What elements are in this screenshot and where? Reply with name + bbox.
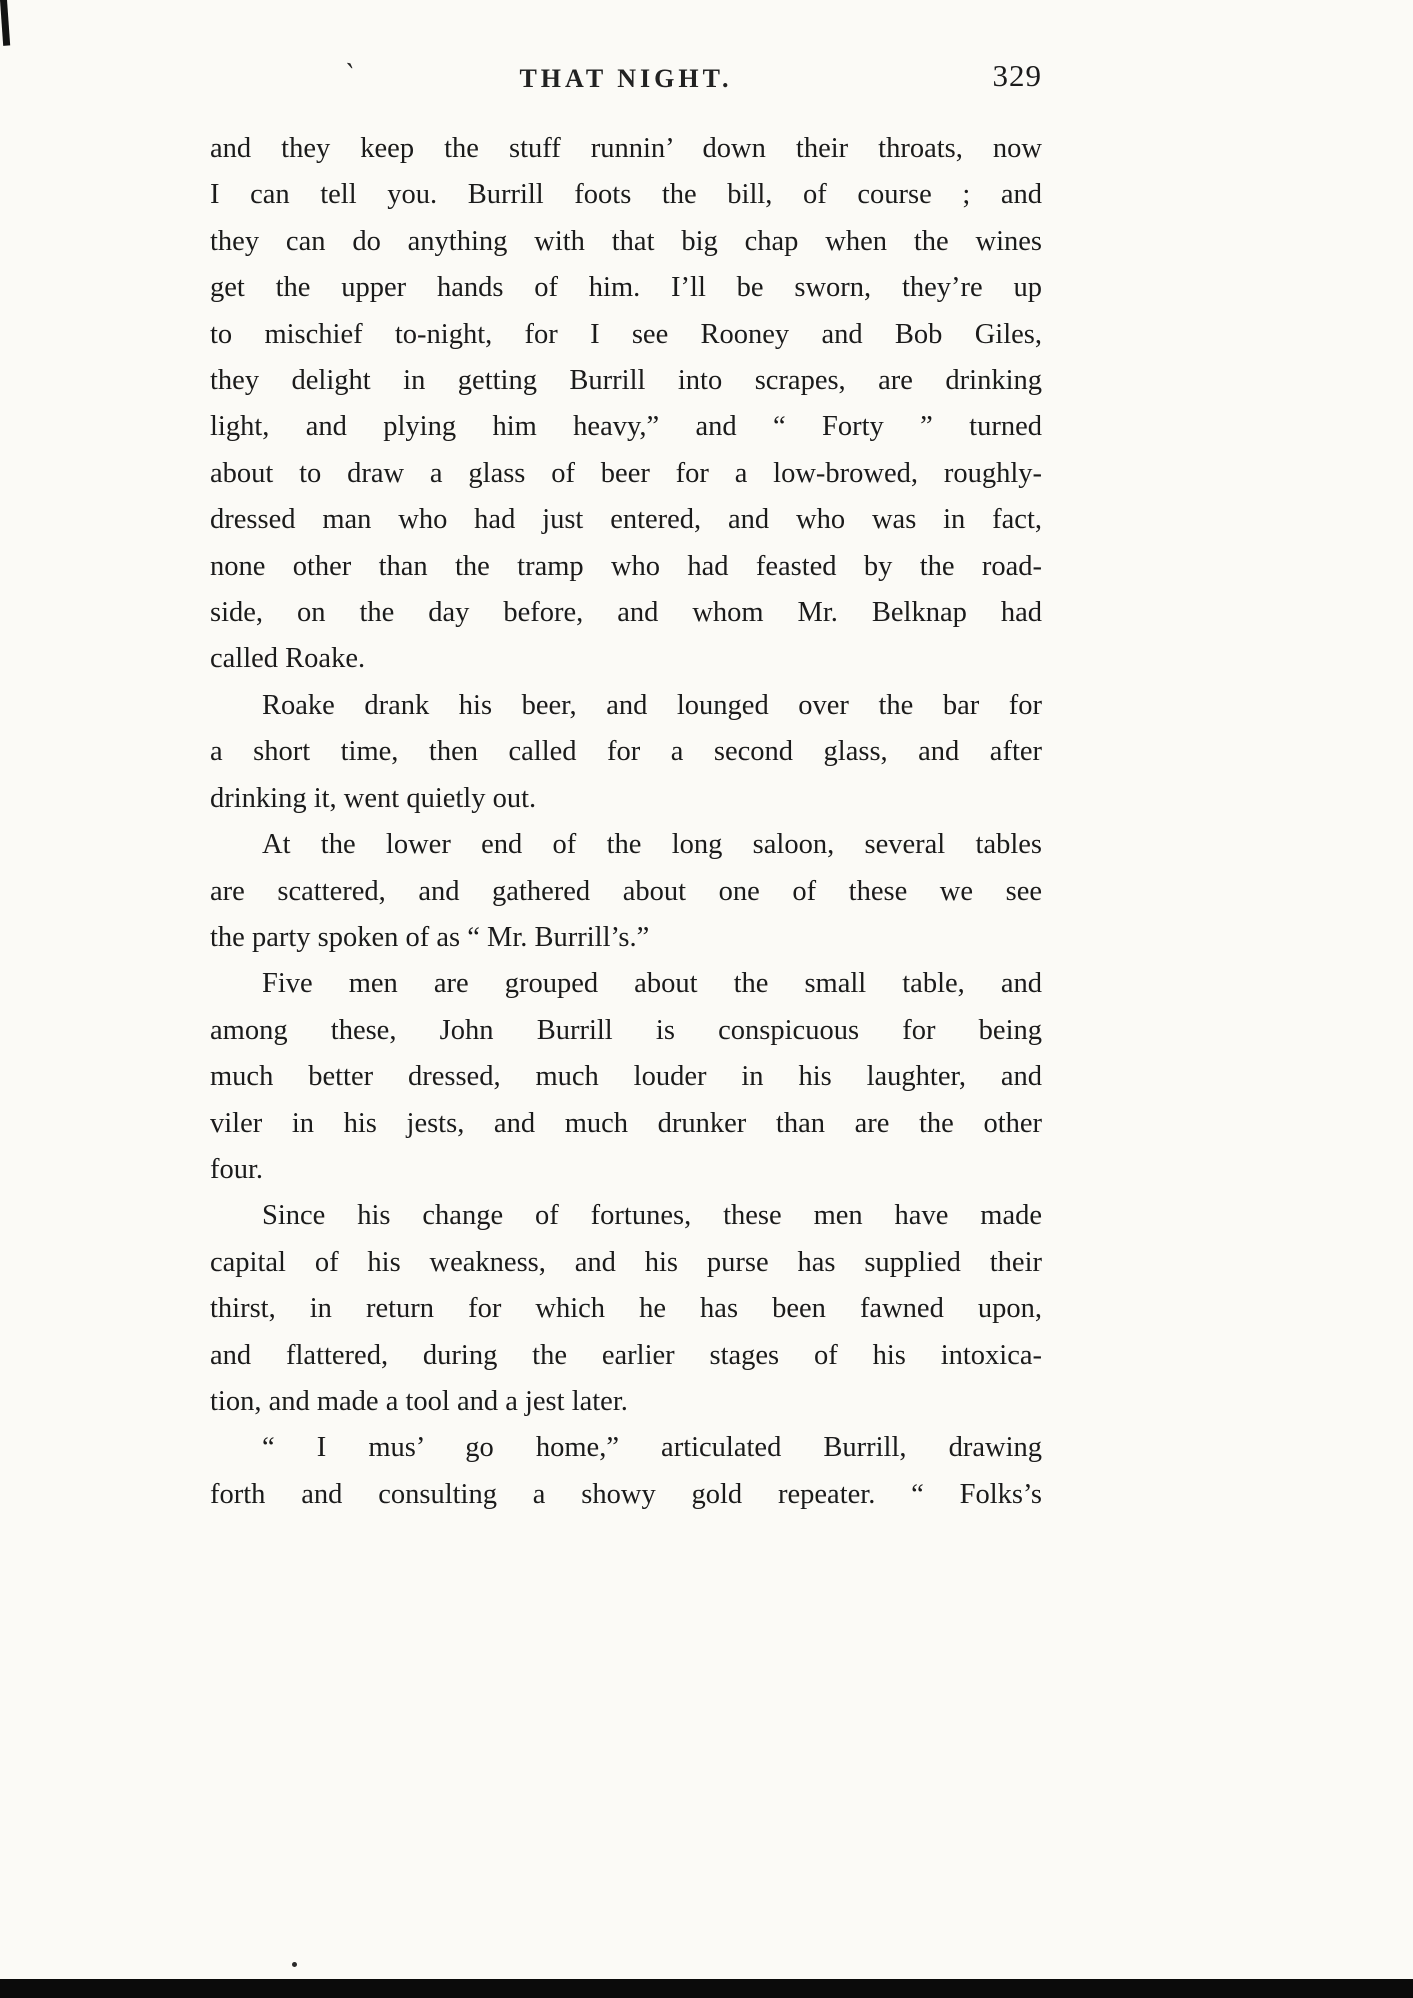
text-line: called Roake.: [210, 643, 366, 675]
text-line: drinking it, went quietly out.: [210, 782, 537, 814]
text-line: light, and plying him heavy,” and “ Forty ” turned: [210, 411, 1042, 443]
text-line: “ I mus’ go home,” articulated Burrill, drawing: [262, 1432, 1042, 1464]
page-body-text: [210, 126, 1042, 1518]
scan-stray-mark: `: [339, 57, 357, 92]
scan-artifact-top-left: [0, 0, 10, 46]
scan-artifact-bottom-bar: [0, 1979, 1413, 1998]
text-line: they can do anything with that big chap when the wines: [210, 225, 1042, 257]
scan-speck: [292, 1962, 297, 1967]
text-line: a short time, then called for a second glass, and after: [210, 736, 1042, 768]
text-line: forth and consulting a showy gold repeater. “ Folks’s: [210, 1478, 1042, 1510]
text-line: Since his change of fortunes, these men have made: [262, 1200, 1042, 1232]
text-line: about to draw a glass of beer for a low-browed, roughly-: [210, 457, 1042, 489]
text-line: viler in his jests, and much drunker than are the other: [210, 1107, 1042, 1139]
text-line: much better dressed, much louder in his laughter, and: [210, 1061, 1042, 1093]
text-line: and they keep the stuff runnin’ down their throats, now: [210, 133, 1042, 164]
text-line: to mischief to-night, for I see Rooney and Bob Giles,: [210, 318, 1042, 350]
text-line: they delight in getting Burrill into scrapes, are drinking: [210, 365, 1042, 397]
text-line: thirst, in return for which he has been fawned upon,: [210, 1293, 1042, 1325]
text-line: the party spoken of as “ Mr. Burrill’s.”: [210, 921, 650, 953]
text-line: Five men are grouped about the small table, and: [262, 968, 1042, 1000]
text-line: dressed man who had just entered, and who was in fact,: [210, 504, 1042, 536]
text-line: and flattered, during the earlier stages of his intoxica-: [210, 1339, 1042, 1371]
text-line: capital of his weakness, and his purse has supplied their: [210, 1246, 1042, 1278]
text-line: I can tell you. Burrill foots the bill, of course ; and: [210, 179, 1042, 211]
page-number: 329: [992, 58, 1042, 93]
paragraph: [210, 683, 1042, 822]
text-line: none other than the tramp who had feasted by the road-: [210, 550, 1042, 582]
paragraph: [210, 1193, 1042, 1425]
paragraph: [210, 822, 1042, 961]
text-line: At the lower end of the long saloon, several tables: [262, 829, 1042, 861]
text-line: Roake drank his beer, and lounged over the bar for: [262, 689, 1042, 721]
text-line: are scattered, and gathered about one of these we see: [210, 875, 1042, 907]
page-header: [210, 57, 1042, 104]
text-line: among these, John Burrill is conspicuous for being: [210, 1014, 1042, 1046]
text-line: get the upper hands of him. I’ll be sworn, they’re up: [210, 272, 1042, 304]
text-line: side, on the day before, and whom Mr. Belknap had: [210, 597, 1042, 629]
paragraph: [210, 1425, 1042, 1518]
paragraph: [210, 126, 1042, 683]
running-title: THAT NIGHT.: [519, 64, 733, 93]
text-line: tion, and made a tool and a jest later.: [210, 1385, 628, 1417]
paragraph: [210, 961, 1042, 1193]
text-line: four.: [210, 1153, 264, 1185]
